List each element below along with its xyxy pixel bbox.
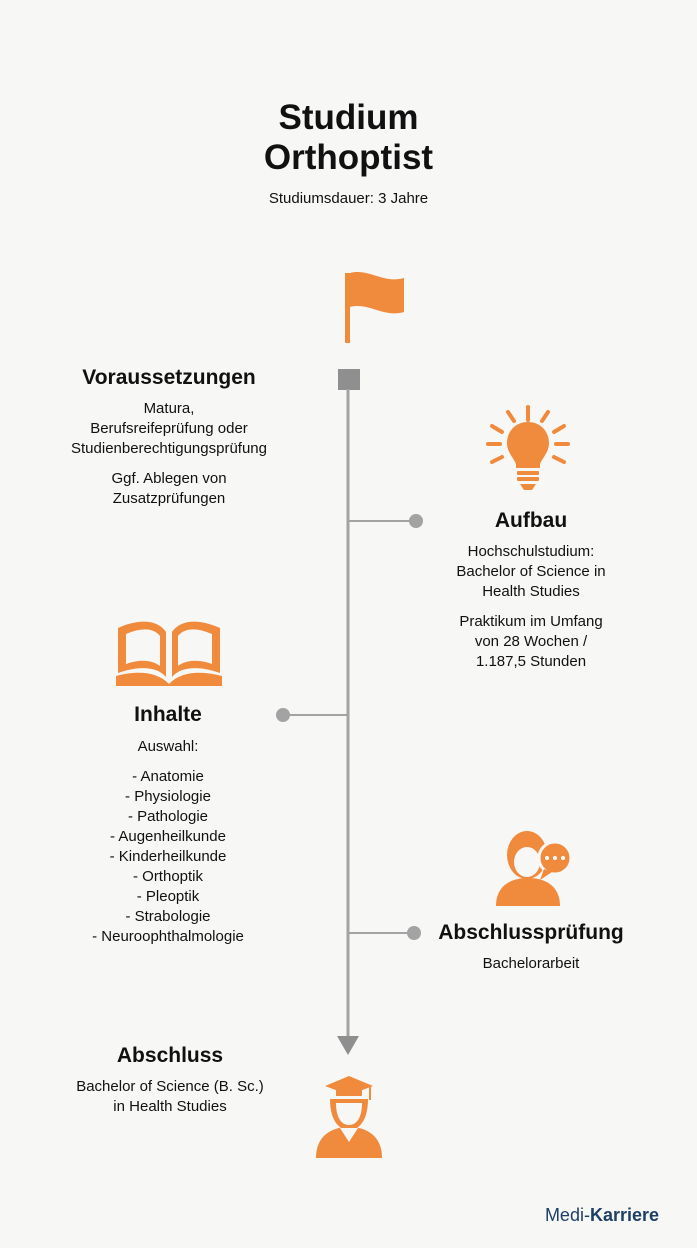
- title-line-2: Orthoptist: [263, 138, 434, 177]
- list-item: - Kinderheilkunde: [109, 848, 227, 865]
- book-icon: [116, 622, 222, 686]
- text-line: Matura,: [143, 400, 195, 417]
- timeline-start-marker: [338, 369, 360, 390]
- section-abschlusspruefung: [420, 921, 642, 974]
- start-flag-icon: [345, 272, 404, 343]
- list-item: - Neuroophthalmologie: [92, 928, 244, 945]
- brand-logo: [545, 1205, 659, 1226]
- text-line: Bachelor of Science (B. Sc.): [76, 1078, 264, 1095]
- text-line: Praktikum im Umfang: [459, 613, 603, 630]
- list-item: - Anatomie: [132, 768, 204, 785]
- abschlusspruefung-heading: Abschlussprüfung: [438, 921, 624, 944]
- brand-part-1: Medi-: [544, 1205, 590, 1225]
- lightbulb-icon: [488, 407, 568, 490]
- aufbau-paragraph-1: [420, 542, 642, 602]
- text-line: Bachelor of Science in: [456, 563, 606, 580]
- timeline-end-arrow: [337, 1036, 359, 1055]
- text-line: Zusatzprüfungen: [112, 490, 226, 507]
- list-item: - Orthoptik: [132, 868, 204, 885]
- section-aufbau: [420, 509, 642, 682]
- section-abschluss: [50, 1044, 290, 1117]
- section-voraussetzungen: [40, 366, 298, 519]
- voraussetzungen-heading: Voraussetzungen: [82, 366, 256, 389]
- list-item: - Pathologie: [127, 808, 209, 825]
- inhalte-heading: Inhalte: [134, 703, 202, 726]
- person-speech-icon: [496, 831, 571, 906]
- text-line: Berufsreifeprüfung oder: [90, 420, 248, 437]
- title-line-1: Studium: [278, 98, 419, 137]
- voraussetzungen-paragraph-2: [40, 469, 298, 509]
- branch-inhalte: [276, 708, 348, 722]
- brand-part-2: Karriere: [589, 1205, 659, 1225]
- text-line: Health Studies: [482, 583, 580, 600]
- graduate-icon: [316, 1076, 382, 1158]
- list-item: - Pleoptik: [136, 888, 200, 905]
- branch-abschlusspruefung: [348, 926, 421, 940]
- list-item: - Strabologie: [125, 908, 211, 925]
- section-inhalte: [58, 703, 278, 947]
- text-line: von 28 Wochen /: [474, 633, 588, 650]
- aufbau-heading: Aufbau: [494, 509, 568, 532]
- list-item: - Augenheilkunde: [110, 828, 226, 845]
- inhalte-list: [58, 767, 278, 947]
- abschluss-text: [50, 1077, 290, 1117]
- list-item: - Physiologie: [125, 788, 211, 805]
- text-line: Ggf. Ablegen von: [111, 470, 227, 487]
- abschluss-heading: Abschluss: [116, 1044, 224, 1067]
- abschlusspruefung-text: Bachelorarbeit: [482, 955, 580, 972]
- text-line: Hochschulstudium:: [467, 543, 595, 560]
- text-line: in Health Studies: [113, 1098, 227, 1115]
- study-duration: Studiumsdauer: 3 Jahre: [268, 190, 429, 207]
- aufbau-paragraph-2: [420, 612, 642, 672]
- text-line: 1.187,5 Stunden: [475, 653, 587, 670]
- voraussetzungen-paragraph-1: [40, 399, 298, 459]
- branch-aufbau: [348, 514, 423, 528]
- text-line: Studienberechtigungsprüfung: [71, 440, 267, 457]
- inhalte-intro: Auswahl:: [137, 738, 199, 755]
